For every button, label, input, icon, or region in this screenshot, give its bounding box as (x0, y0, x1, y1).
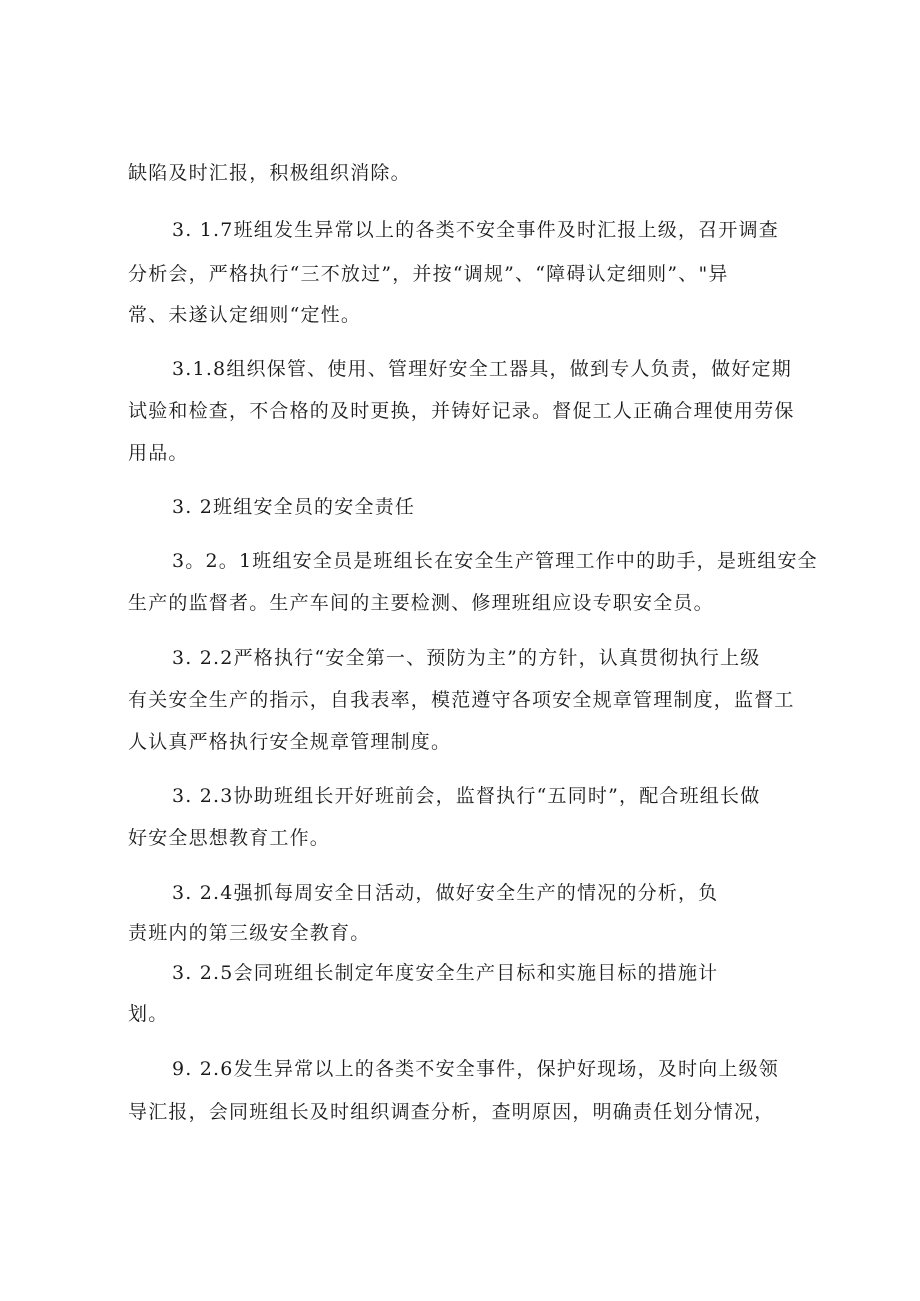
text-line: 好安全思想教育工作。 (128, 827, 331, 849)
text-line: 9. 2.6发生异常以上的各类不安全事件，保护好现场，及时向上级领 (172, 1058, 779, 1080)
text-line: 划。 (128, 1003, 169, 1025)
text-line: 3。2。1班组安全员是班组长在安全生产管理工作中的助手，是班组安全 (172, 550, 818, 572)
text-line: 3.1.8组织保管、使用、管理好安全工器具，做到专人负责，做好定期 (172, 358, 792, 380)
text-line: 3. 2.5会同班组长制定年度安全生产目标和实施目标的措施计 (172, 962, 719, 984)
text-line: 3. 2.4强抓每周安全日活动，做好安全生产的情况的分析，负 (172, 882, 719, 904)
text-line: 常、未遂认定细则“定性。 (128, 304, 362, 326)
text-line: 3. 2.3协助班组长开好班前会，监督执行“五同时”，配合班组长做 (172, 785, 761, 807)
text-line: 导汇报，会同班组长及时组织调查分析，查明原因，明确责任划分情况， (128, 1101, 775, 1123)
section-heading: 3. 2班组安全员的安全责任 (172, 496, 416, 518)
text-line: 生产的监督者。生产车间的主要检测、修理班组应设专职安全员。 (128, 592, 714, 614)
text-line: 用品。 (128, 442, 189, 464)
text-line: 人认真严格执行安全规章管理制度。 (128, 731, 452, 753)
text-line: 试验和检查，不合格的及时更换，并铸好记录。督促工人正确合理使用劳保 (128, 400, 795, 422)
text-line: 3. 2.2严格执行“安全第一、预防为主”的方针，认真贯彻执行上级 (172, 647, 761, 669)
text-line: 分析会，严格执行“三不放过”，并按“调规”、“障碍认定细则”、"异 (128, 263, 729, 285)
text-line: 责班内的第三级安全教育。 (128, 922, 371, 944)
text-line: 缺陷及时汇报，积极组织消除。 (128, 162, 411, 184)
text-line: 3. 1.7班组发生异常以上的各类不安全事件及时汇报上级，召开调查 (172, 219, 779, 241)
text-line: 有关安全生产的指示，自我表率，模范遵守各项安全规章管理制度，监督工 (128, 689, 795, 711)
